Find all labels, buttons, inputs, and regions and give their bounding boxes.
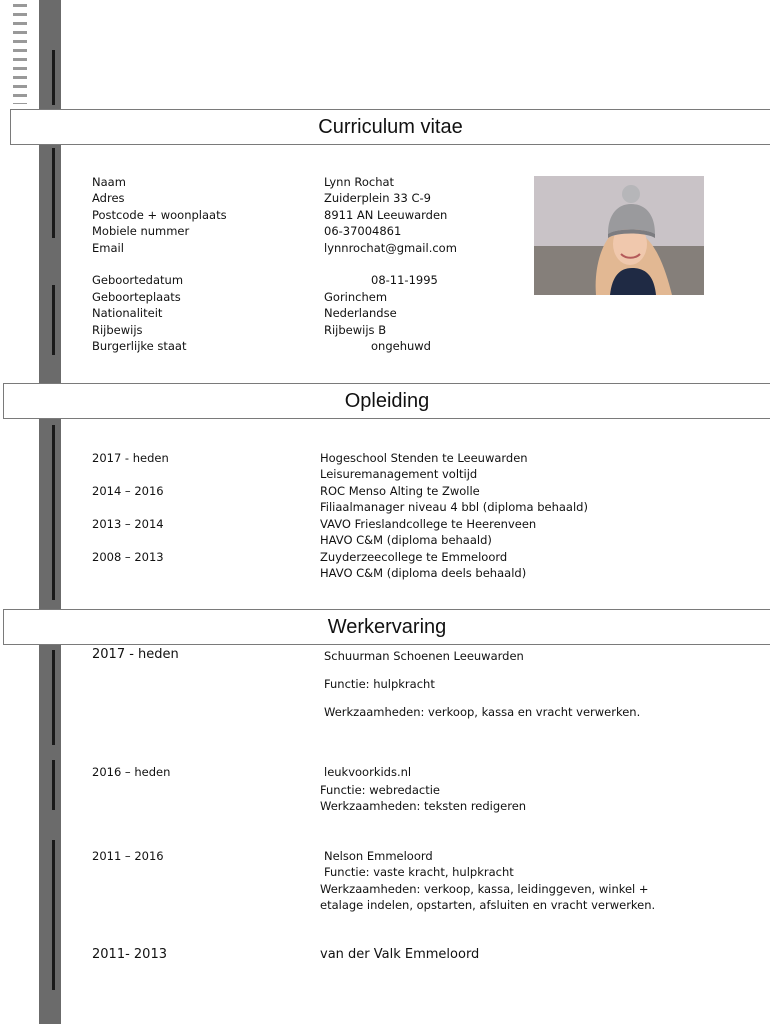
education-line: Filiaalmanager niveau 4 bbl (diploma behaald): [320, 500, 588, 514]
education-period: 2017 - heden: [92, 451, 169, 465]
education-line: VAVO Frieslandcollege te Heerenveen: [320, 517, 537, 531]
personal-label: Email: [92, 241, 124, 255]
sidebar-tick: [52, 760, 55, 810]
personal-value: 06-37004861: [324, 224, 402, 238]
education-line: Zuyderzeecollege te Emmeloord: [320, 550, 508, 564]
sidebar-tick: [52, 650, 55, 745]
personal-label: Rijbewijs: [92, 323, 143, 337]
education-period: 2013 – 2014: [92, 517, 164, 531]
personal-value: Zuiderplein 33 C-9: [324, 191, 431, 205]
work-line: Functie: hulpkracht: [324, 677, 435, 691]
personal-value: Nederlandse: [324, 306, 397, 320]
work-line: van der Valk Emmeloord: [320, 947, 480, 962]
personal-value: Rijbewijs B: [324, 323, 387, 337]
education-header: Opleiding: [3, 383, 770, 419]
education-line: ROC Menso Alting te Zwolle: [320, 484, 480, 498]
work-period: 2011- 2013: [92, 947, 167, 962]
work-line: Schuurman Schoenen Leeuwarden: [324, 649, 524, 663]
personal-label: Burgerlijke staat: [92, 339, 187, 353]
sidebar-tick: [52, 840, 55, 990]
education-line: HAVO C&M (diploma deels behaald): [320, 566, 527, 580]
education-line: Leisuremanagement voltijd: [320, 467, 478, 481]
education-period: 2014 – 2016: [92, 484, 164, 498]
work-period: 2011 – 2016: [92, 849, 164, 863]
personal-label: Geboortedatum: [92, 273, 184, 287]
personal-label: Adres: [92, 191, 125, 205]
work-period: 2017 - heden: [92, 647, 179, 662]
sidebar-bar: [39, 0, 61, 1024]
work-line: leukvoorkids.nl: [324, 765, 412, 779]
sidebar-tick: [52, 148, 55, 238]
sidebar-tick: [52, 425, 55, 600]
work-line: Functie: webredactie: [320, 783, 440, 797]
education-period: 2008 – 2013: [92, 550, 164, 564]
work-line: Werkzaamheden: verkoop, kassa en vracht verwerken.: [324, 705, 641, 719]
work-line: etalage indelen, opstarten, afsluiten en vracht verwerken.: [320, 898, 656, 912]
personal-value: Gorinchem: [324, 290, 388, 304]
personal-label: Geboorteplaats: [92, 290, 181, 304]
personal-label: Postcode + woonplaats: [92, 208, 227, 222]
education-line: HAVO C&M (diploma behaald): [320, 533, 492, 547]
work-period: 2016 – heden: [92, 765, 171, 779]
work-line: Werkzaamheden: teksten redigeren: [320, 799, 527, 813]
personal-label: Naam: [92, 175, 126, 189]
education-line: Hogeschool Stenden te Leeuwarden: [320, 451, 528, 465]
personal-value: ongehuwd: [371, 339, 431, 353]
personal-label: Nationaliteit: [92, 306, 163, 320]
cv-title-header: Curriculum vitae: [10, 109, 770, 145]
work-header: Werkervaring: [3, 609, 770, 645]
work-line: Nelson Emmeloord: [324, 849, 433, 863]
edge-marks: [13, 4, 27, 104]
personal-value: lynnrochat@gmail.com: [324, 241, 457, 255]
work-line: Werkzaamheden: verkoop, kassa, leidinggeven, winkel +: [320, 882, 649, 896]
personal-label: Mobiele nummer: [92, 224, 190, 238]
sidebar-tick: [52, 50, 55, 105]
personal-value: 8911 AN Leeuwarden: [324, 208, 448, 222]
personal-value: 08-11-1995: [371, 273, 438, 287]
personal-value: Lynn Rochat: [324, 175, 395, 189]
work-line: Functie: vaste kracht, hulpkracht: [324, 865, 514, 879]
profile-photo: [534, 176, 704, 295]
sidebar-tick: [52, 285, 55, 355]
